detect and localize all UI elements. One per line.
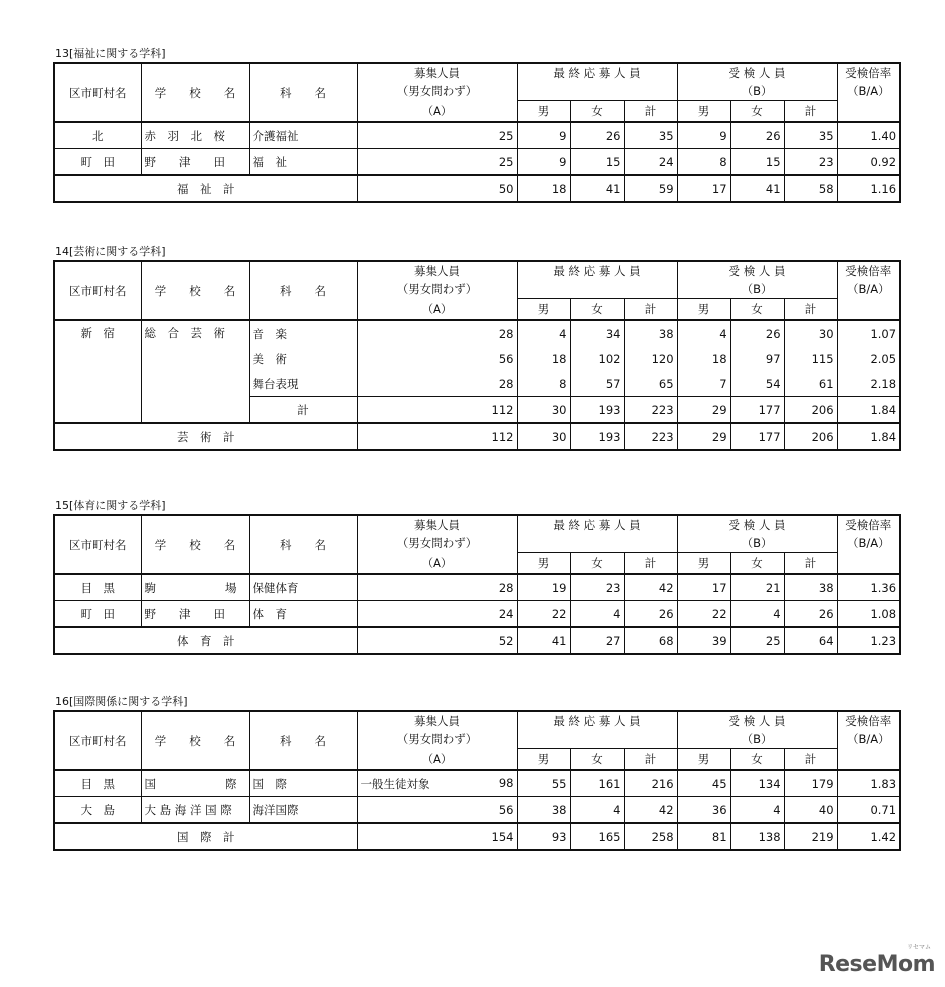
total-label: 体 育 計 — [54, 627, 357, 654]
exam-ratio: 1.36 — [837, 574, 900, 601]
section-arts — [53, 244, 901, 451]
section-welfare — [53, 46, 901, 203]
course-cell: 介護福祉 — [249, 122, 357, 149]
applicant-total: 216 — [624, 770, 677, 797]
header-total: 計 — [784, 299, 837, 321]
examinee-total: 26 — [784, 601, 837, 628]
applicant-female: 193 — [570, 397, 624, 424]
applicant-male: 18 — [517, 175, 570, 202]
exam-ratio: 1.84 — [837, 397, 900, 424]
header-course: 科 名 — [249, 515, 357, 574]
header-recruit-note: （男女問わず） — [357, 280, 517, 299]
header-female: 女 — [570, 553, 624, 575]
enrollment-table — [53, 62, 901, 203]
total-label: 国 際 計 — [54, 823, 357, 850]
header-total: 計 — [624, 101, 677, 123]
examinee-male: 8 — [677, 149, 730, 176]
header-recruit-a: （A） — [357, 749, 517, 771]
applicant-total: 258 — [624, 823, 677, 850]
header-female: 女 — [730, 101, 784, 123]
header-applicants: 最 終 応 募 人 員 — [517, 63, 677, 82]
course-cell: 国 際 — [249, 770, 357, 797]
examinee-female: 25 — [730, 627, 784, 654]
applicant-female: 102 — [570, 346, 624, 371]
watermark-ruby: リセマム — [907, 944, 931, 951]
examinee-total: 35 — [784, 122, 837, 149]
header-ratio-ba: （B/A） — [837, 82, 900, 101]
total-label: 福 祉 計 — [54, 175, 357, 202]
applicant-total: 68 — [624, 627, 677, 654]
school-cell: 野 津 田 — [141, 601, 249, 628]
applicant-total: 42 — [624, 574, 677, 601]
examinee-total: 206 — [784, 423, 837, 450]
header-ratio-ba: （B/A） — [837, 280, 900, 299]
applicant-total: 38 — [624, 320, 677, 346]
applicant-female: 23 — [570, 574, 624, 601]
header-course: 科 名 — [249, 63, 357, 122]
examinee-female: 4 — [730, 601, 784, 628]
header-total: 計 — [784, 101, 837, 123]
header-female: 女 — [570, 299, 624, 321]
course-cell: 音 楽 — [249, 320, 357, 346]
district-cell: 町 田 — [54, 149, 141, 176]
applicant-male: 9 — [517, 122, 570, 149]
header-female: 女 — [570, 101, 624, 123]
table-row — [54, 770, 900, 797]
exam-ratio: 2.18 — [837, 371, 900, 397]
examinee-male: 29 — [677, 423, 730, 450]
school-cell: 赤 羽 北 桜 — [141, 122, 249, 149]
examinee-total: 61 — [784, 371, 837, 397]
recruit-count: 154 — [357, 823, 517, 850]
header-recruit: 募集人員 — [357, 63, 517, 82]
recruit-count: 28 — [357, 574, 517, 601]
header-examinees: 受 検 人 員 — [677, 711, 837, 730]
header-applicants: 最 終 応 募 人 員 — [517, 261, 677, 280]
exam-ratio: 1.42 — [837, 823, 900, 850]
recruit-count: 56 — [357, 346, 517, 371]
examinee-total: 64 — [784, 627, 837, 654]
header-male: 男 — [517, 101, 570, 123]
header-male: 男 — [517, 749, 570, 771]
examinee-male: 17 — [677, 574, 730, 601]
examinee-female: 177 — [730, 397, 784, 424]
total-label: 芸 術 計 — [54, 423, 357, 450]
course-cell: 海洋国際 — [249, 797, 357, 824]
header-male: 男 — [517, 553, 570, 575]
header-recruit-a: （A） — [357, 299, 517, 321]
examinee-male: 45 — [677, 770, 730, 797]
applicant-male: 19 — [517, 574, 570, 601]
examinee-total: 219 — [784, 823, 837, 850]
examinee-male: 18 — [677, 346, 730, 371]
examinee-total: 179 — [784, 770, 837, 797]
exam-ratio: 1.83 — [837, 770, 900, 797]
header-applicants: 最 終 応 募 人 員 — [517, 711, 677, 730]
header-male: 男 — [677, 299, 730, 321]
header-ratio: 受検倍率 — [837, 261, 900, 280]
exam-ratio: 1.07 — [837, 320, 900, 346]
recruit-count: 52 — [357, 627, 517, 654]
examinee-male: 9 — [677, 122, 730, 149]
applicant-total: 42 — [624, 797, 677, 824]
exam-ratio: 0.71 — [837, 797, 900, 824]
header-recruit-a: （A） — [357, 101, 517, 123]
district-cell: 新 宿 — [54, 320, 141, 423]
applicant-total: 223 — [624, 423, 677, 450]
header-ratio-ba: （B/A） — [837, 730, 900, 749]
applicant-male: 30 — [517, 397, 570, 424]
exam-ratio: 2.05 — [837, 346, 900, 371]
header-school: 学 校 名 — [141, 63, 249, 122]
header-male: 男 — [517, 299, 570, 321]
section-sports — [53, 498, 901, 655]
recruit-count: 25 — [357, 122, 517, 149]
header-male: 男 — [677, 101, 730, 123]
examinee-female: 134 — [730, 770, 784, 797]
header-school: 学 校 名 — [141, 261, 249, 320]
recruit-note: 一般生徒対象 — [360, 776, 430, 791]
examinee-female: 54 — [730, 371, 784, 397]
enrollment-table — [53, 710, 901, 851]
examinee-male: 36 — [677, 797, 730, 824]
examinee-total: 40 — [784, 797, 837, 824]
course-cell: 美 術 — [249, 346, 357, 371]
header-ratio-ba: （B/A） — [837, 534, 900, 553]
recruit-count: 112 — [357, 397, 517, 424]
recruit-count: 28 — [357, 320, 517, 346]
total-row — [54, 627, 900, 654]
header-recruit-note: （男女問わず） — [357, 534, 517, 553]
header-recruit: 募集人員 — [357, 515, 517, 534]
section-international — [53, 694, 901, 851]
header-recruit: 募集人員 — [357, 261, 517, 280]
header-total: 計 — [624, 299, 677, 321]
header-recruit-a: （A） — [357, 553, 517, 575]
examinee-total: 115 — [784, 346, 837, 371]
applicant-male: 8 — [517, 371, 570, 397]
examinee-male: 29 — [677, 397, 730, 424]
applicant-male: 38 — [517, 797, 570, 824]
section-title: 15[体育に関する学科] — [55, 499, 166, 512]
header-male: 男 — [677, 553, 730, 575]
header-school: 学 校 名 — [141, 711, 249, 770]
applicant-female: 161 — [570, 770, 624, 797]
district-cell: 大 島 — [54, 797, 141, 824]
applicant-female: 15 — [570, 149, 624, 176]
district-cell: 町 田 — [54, 601, 141, 628]
applicant-female: 26 — [570, 122, 624, 149]
recruit-count: 28 — [357, 371, 517, 397]
applicant-female: 34 — [570, 320, 624, 346]
applicant-female: 165 — [570, 823, 624, 850]
header-district: 区市町村名 — [54, 261, 141, 320]
header-examinees-b: （B） — [677, 730, 837, 749]
total-row — [54, 423, 900, 450]
header-school: 学 校 名 — [141, 515, 249, 574]
examinee-male: 7 — [677, 371, 730, 397]
recruit-count: 112 — [357, 423, 517, 450]
examinee-female: 177 — [730, 423, 784, 450]
examinee-male: 39 — [677, 627, 730, 654]
recruit-count: 98 — [498, 775, 514, 790]
applicant-female: 4 — [570, 601, 624, 628]
examinee-total: 38 — [784, 574, 837, 601]
examinee-female: 138 — [730, 823, 784, 850]
section-title: 16[国際関係に関する学科] — [55, 695, 188, 708]
header-examinees: 受 検 人 員 — [677, 261, 837, 280]
school-cell: 大 島 海 洋 国 際 — [141, 797, 249, 824]
examinee-male: 4 — [677, 320, 730, 346]
subtotal-label: 計 — [249, 397, 357, 424]
applicant-female: 4 — [570, 797, 624, 824]
table-row — [54, 320, 900, 346]
applicant-total: 120 — [624, 346, 677, 371]
applicant-total: 35 — [624, 122, 677, 149]
course-cell: 舞台表現 — [249, 371, 357, 397]
table-row — [54, 797, 900, 824]
school-cell: 駒 場 — [141, 574, 249, 601]
header-examinees-b: （B） — [677, 534, 837, 553]
header-recruit-note: （男女問わず） — [357, 730, 517, 749]
exam-ratio: 1.16 — [837, 175, 900, 202]
district-cell: 北 — [54, 122, 141, 149]
exam-ratio: 1.08 — [837, 601, 900, 628]
applicant-total: 59 — [624, 175, 677, 202]
exam-ratio: 1.84 — [837, 423, 900, 450]
header-ratio: 受検倍率 — [837, 711, 900, 730]
applicant-total: 24 — [624, 149, 677, 176]
exam-ratio: 0.92 — [837, 149, 900, 176]
total-row — [54, 823, 900, 850]
header-total: 計 — [784, 553, 837, 575]
examinee-total: 58 — [784, 175, 837, 202]
exam-ratio: 1.23 — [837, 627, 900, 654]
applicant-female: 41 — [570, 175, 624, 202]
course-cell: 体 育 — [249, 601, 357, 628]
applicant-female: 27 — [570, 627, 624, 654]
recruit-count: 24 — [357, 601, 517, 628]
table-row — [54, 574, 900, 601]
header-female: 女 — [730, 749, 784, 771]
recruit-cell — [357, 770, 517, 797]
recruit-count: 56 — [357, 797, 517, 824]
recruit-count: 25 — [357, 149, 517, 176]
section-title: 13[福祉に関する学科] — [55, 47, 166, 60]
header-district: 区市町村名 — [54, 515, 141, 574]
header-examinees: 受 検 人 員 — [677, 63, 837, 82]
recruit-count: 50 — [357, 175, 517, 202]
header-examinees: 受 検 人 員 — [677, 515, 837, 534]
school-cell: 国 際 — [141, 770, 249, 797]
section-title: 14[芸術に関する学科] — [55, 245, 166, 258]
school-cell: 総 合 芸 術 — [141, 320, 249, 423]
course-cell: 保健体育 — [249, 574, 357, 601]
school-cell: 野 津 田 — [141, 149, 249, 176]
header-district: 区市町村名 — [54, 711, 141, 770]
header-examinees-b: （B） — [677, 280, 837, 299]
examinee-total: 23 — [784, 149, 837, 176]
header-course: 科 名 — [249, 261, 357, 320]
header-total: 計 — [624, 553, 677, 575]
applicant-male: 93 — [517, 823, 570, 850]
district-cell: 目 黒 — [54, 770, 141, 797]
resemom-logo: ReseMom — [818, 952, 935, 977]
course-cell: 福 祉 — [249, 149, 357, 176]
applicant-male: 30 — [517, 423, 570, 450]
header-course: 科 名 — [249, 711, 357, 770]
applicant-male: 18 — [517, 346, 570, 371]
examinee-female: 26 — [730, 122, 784, 149]
enrollment-table — [53, 514, 901, 655]
applicant-total: 26 — [624, 601, 677, 628]
examinee-total: 206 — [784, 397, 837, 424]
header-female: 女 — [570, 749, 624, 771]
header-total: 計 — [784, 749, 837, 771]
applicant-male: 4 — [517, 320, 570, 346]
examinee-female: 41 — [730, 175, 784, 202]
examinee-female: 4 — [730, 797, 784, 824]
examinee-female: 26 — [730, 320, 784, 346]
header-applicants: 最 終 応 募 人 員 — [517, 515, 677, 534]
applicant-male: 22 — [517, 601, 570, 628]
header-district: 区市町村名 — [54, 63, 141, 122]
header-ratio: 受検倍率 — [837, 515, 900, 534]
examinee-male: 17 — [677, 175, 730, 202]
header-recruit-note: （男女問わず） — [357, 82, 517, 101]
table-row — [54, 122, 900, 149]
applicant-male: 9 — [517, 149, 570, 176]
table-row — [54, 149, 900, 176]
examinee-male: 81 — [677, 823, 730, 850]
header-male: 男 — [677, 749, 730, 771]
applicant-total: 65 — [624, 371, 677, 397]
header-female: 女 — [730, 299, 784, 321]
examinee-female: 15 — [730, 149, 784, 176]
examinee-female: 21 — [730, 574, 784, 601]
district-cell: 目 黒 — [54, 574, 141, 601]
total-row — [54, 175, 900, 202]
enrollment-table — [53, 260, 901, 451]
applicant-female: 57 — [570, 371, 624, 397]
applicant-male: 41 — [517, 627, 570, 654]
examinee-female: 97 — [730, 346, 784, 371]
header-ratio: 受検倍率 — [837, 63, 900, 82]
header-female: 女 — [730, 553, 784, 575]
applicant-male: 55 — [517, 770, 570, 797]
header-examinees-b: （B） — [677, 82, 837, 101]
exam-ratio: 1.40 — [837, 122, 900, 149]
table-row — [54, 601, 900, 628]
header-total: 計 — [624, 749, 677, 771]
header-recruit: 募集人員 — [357, 711, 517, 730]
examinee-total: 30 — [784, 320, 837, 346]
examinee-male: 22 — [677, 601, 730, 628]
applicant-total: 223 — [624, 397, 677, 424]
applicant-female: 193 — [570, 423, 624, 450]
